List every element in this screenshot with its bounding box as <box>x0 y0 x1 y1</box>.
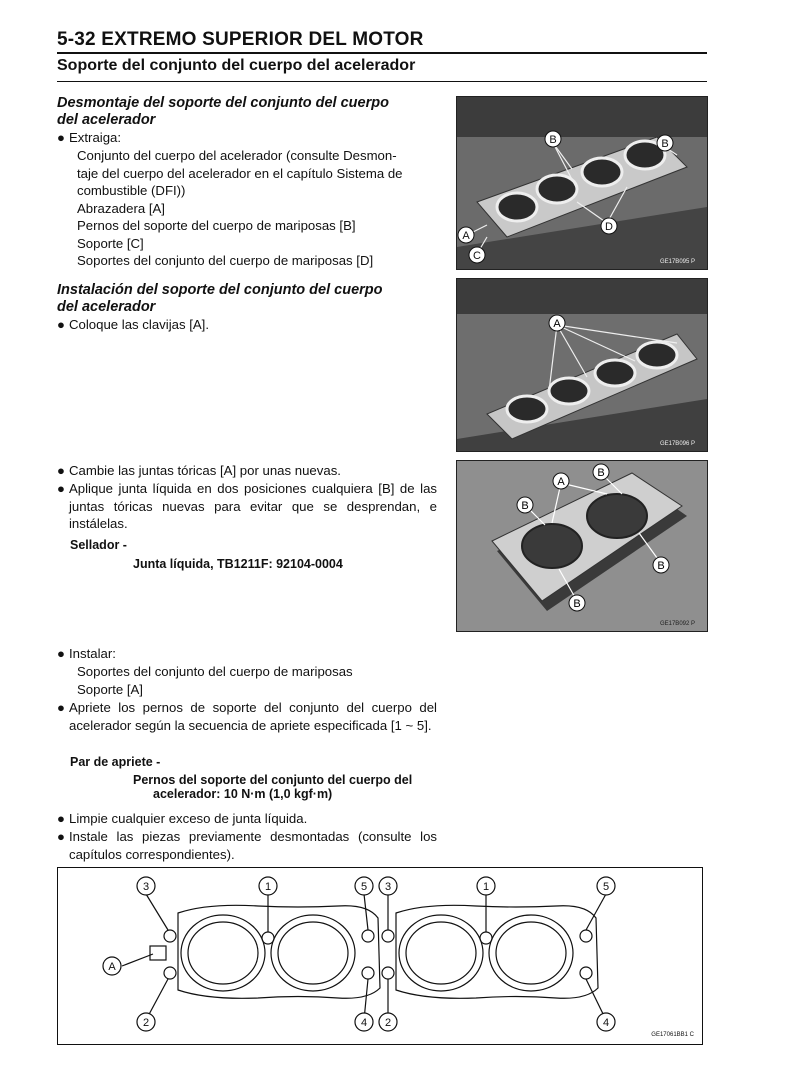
sealant-value: Junta líquida, TB1211F: 92104-0004 <box>133 557 343 571</box>
callout-label: A <box>462 230 470 242</box>
callout-label: D <box>605 221 613 233</box>
bullet-install: ● Instalar: <box>57 646 116 661</box>
callout-label: B <box>661 138 669 150</box>
list-item: Soporte [C] <box>77 235 144 251</box>
bullet-tighten: ● Apriete los pernos de soporte del conjunto del cuerpo del acelerador según la secuencia de apriete especificada [1 ~ 5]. <box>57 700 437 733</box>
list-item: taje del cuerpo del acelerador en el capítulo Sistema de <box>77 165 403 181</box>
callout-label: B <box>521 500 529 512</box>
figure-code: GE17B092 P <box>659 621 695 627</box>
list-item: Soportes del conjunto del cuerpo de mariposas [D] <box>77 253 374 268</box>
callout-label: B <box>597 467 605 479</box>
list-item: Abrazadera [A] <box>77 200 165 216</box>
tightening-diagram <box>57 867 703 1045</box>
sealant-label: Sellador - <box>70 538 127 552</box>
figure-code: GE17B095 P <box>659 259 695 265</box>
photo-orings <box>456 460 708 632</box>
callout-label: B <box>549 134 557 146</box>
page-title: 5-32 EXTREMO SUPERIOR DEL MOTOR <box>57 29 424 50</box>
step-number: 4 <box>360 1017 368 1029</box>
step-number: 2 <box>142 1017 150 1029</box>
step-number: 5 <box>360 881 368 893</box>
photo-dowels <box>456 278 708 452</box>
callout-label: C <box>473 250 481 262</box>
bullet-dowels: ● Coloque las clavijas [A]. <box>57 317 210 332</box>
callout-label: B <box>657 560 665 572</box>
photo-removal <box>456 96 708 270</box>
callout-label: A <box>557 476 565 488</box>
bullet-reinstall: ● Instale las piezas previamente desmontadas (consulte los capítulos correspondientes). <box>57 829 437 862</box>
step-number: 1 <box>264 881 272 893</box>
removal-heading: Desmontaje del soporte del conjunto del cuerpo del acelerador <box>57 95 389 128</box>
torque-label: Par de apriete - <box>70 755 161 769</box>
bullet-liquid-gasket: ● Aplique junta líquida en dos posiciones cualquiera [B] de las juntas tóricas nuevas para evitar que se desprendan, e instálelas. <box>57 481 437 531</box>
install-list <box>57 663 442 698</box>
list-item: Soporte [A] <box>77 681 143 697</box>
step-number: 5 <box>602 881 610 893</box>
list-item: Soportes del conjunto del cuerpo de mariposas <box>77 664 353 679</box>
section-rule <box>57 81 707 82</box>
header-rule <box>57 52 707 54</box>
figure-code: GE17061BB1 C <box>651 1032 694 1038</box>
list-item: Pernos del soporte del cuerpo de mariposas [B] <box>77 218 356 233</box>
step-number: 3 <box>384 881 392 893</box>
installation-heading: Instalación del soporte del conjunto del cuerpo del acelerador <box>57 282 383 315</box>
list-item: Conjunto del cuerpo del acelerador (consulte Desmon- <box>77 148 397 163</box>
step-number: 2 <box>384 1017 392 1029</box>
removal-bullet: ● Extraiga: <box>57 130 122 145</box>
callout-label: A <box>108 961 116 973</box>
step-number: 4 <box>602 1017 610 1029</box>
step-number: 3 <box>142 881 150 893</box>
section-title: Soporte del conjunto del cuerpo del acelerador <box>57 57 416 74</box>
bullet-orings: ● Cambie las juntas tóricas [A] por unas nuevas. <box>57 463 341 478</box>
list-item: combustible (DFI)) <box>77 183 186 198</box>
step-number: 1 <box>482 881 490 893</box>
torque-value: Pernos del soporte del conjunto del cuerpo del acelerador: 10 N·m (1,0 kgf·m) <box>133 773 413 801</box>
figure-code: GE17B096 P <box>659 441 695 447</box>
removal-list <box>57 147 442 270</box>
callout-label: B <box>573 598 581 610</box>
callout-label: A <box>553 318 561 330</box>
bullet-clean: ● Limpie cualquier exceso de junta líquida. <box>57 811 308 826</box>
